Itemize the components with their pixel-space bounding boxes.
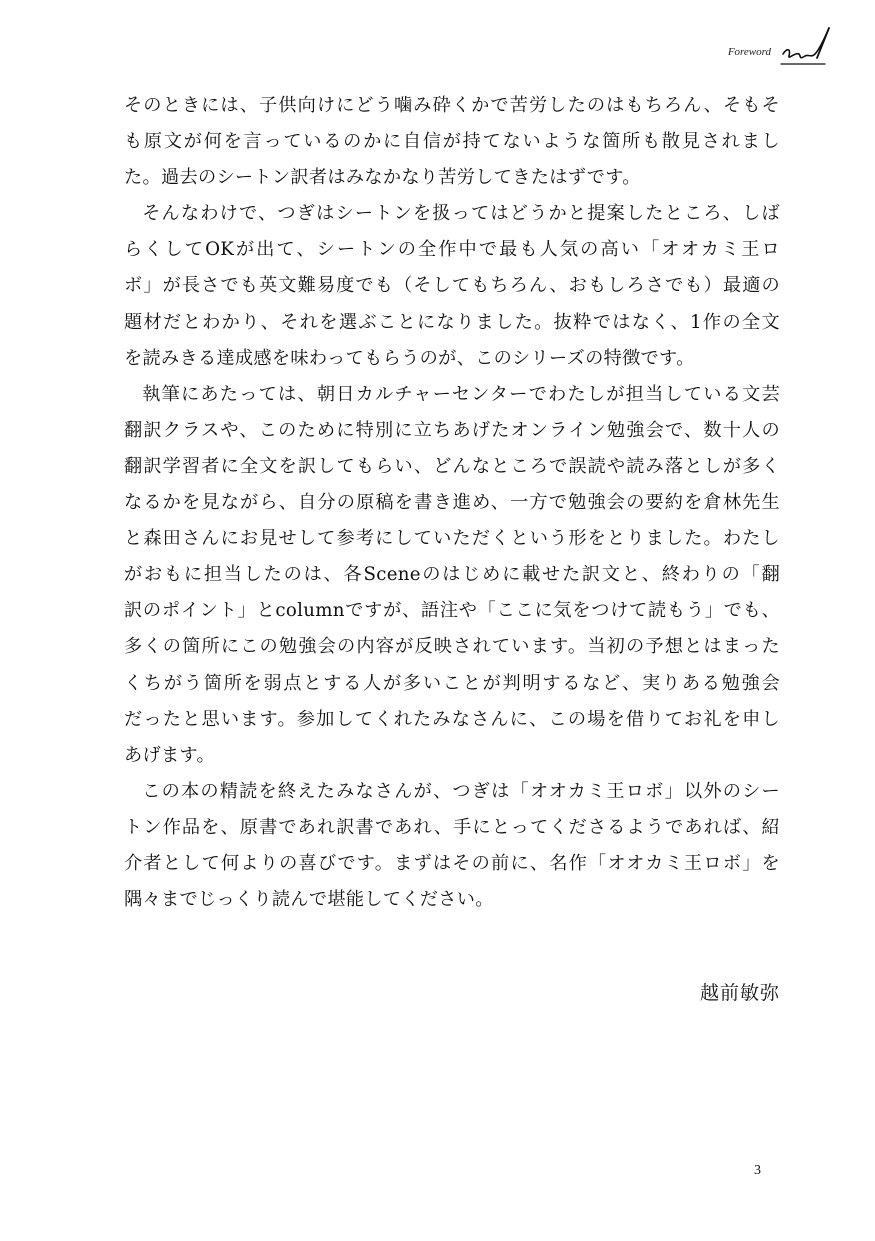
text-line: 多くの箇所にこの勉強会の内容が反映されています。当初の予想とはまった [124, 636, 780, 658]
text-line: 隅々までじっくり読んで堪能してください。 [124, 889, 494, 911]
paragraph [124, 774, 780, 918]
text-line: と森田さんにお見せして参考にしていただくという形をとりました。わたし [124, 528, 780, 550]
text-line: がおもに担当したのは、各Sceneのはじめに載せた訳文と、終わりの「翻 [124, 564, 780, 586]
text-line: も原文が何を言っているのかに自信が持てないような箇所も散見されまし [124, 131, 780, 153]
text-line: た。過去のシートン訳者はみなかなり苦労してきたはずです。 [124, 167, 641, 189]
text-line: あげます。 [124, 744, 215, 766]
header-label: Foreword [727, 46, 771, 58]
author-signature: 越前敏弥 [699, 982, 780, 1004]
text-line: くちがう箇所を弱点とする人が多いことが判明するなど、実りある勉強会 [124, 672, 780, 694]
text-line: 翻訳クラスや、このために特別に立ちあげたオンライン勉強会で、数十人の [124, 419, 780, 441]
text-line: 執筆にあたっては、朝日カルチャーセンターでわたしが担当している文芸 [142, 383, 780, 405]
text-line: らくしてOKが出て、シートンの全作中で最も人気の高い「オオカミ王ロ [124, 239, 780, 261]
text-line: トン作品を、原書であれ訳書であれ、手にとってくださるようであれば、紹 [124, 816, 780, 838]
running-header [728, 24, 835, 68]
text-line: 題材だとわかり、それを選ぶことになりました。抜粋ではなく、1作の全文 [124, 311, 780, 333]
text-line: 介者として何よりの喜びです。まずはその前に、名作「オオカミ王ロボ」を [124, 852, 780, 874]
pen-icon [779, 24, 835, 68]
paragraph [124, 88, 780, 196]
paragraph [124, 196, 780, 376]
text-line: そんなわけで、つぎはシートンを扱ってはどうかと提案したところ、しば [142, 203, 780, 225]
text-line: だったと思います。参加してくれたみなさんに、この場を借りてお礼を申し [124, 708, 780, 730]
text-line: なるかを見ながら、自分の原稿を書き進め、一方で勉強会の要約を倉林先生 [124, 492, 780, 514]
text-line: を読みきる達成感を味わってもらうのが、このシリーズの特徴です。 [124, 347, 695, 369]
text-line: 翻訳学習者に全文を訳してもらい、どんなところで誤読や読み落としが多く [124, 455, 780, 477]
text-line: そのときには、子供向けにどう噛み砕くかで苦労したのはもちろん、そもそ [124, 95, 780, 116]
foreword-body [124, 88, 780, 918]
text-line: 訳のポイント」とcolumnですが、語注や「ここに気をつけて読もう」でも、 [124, 600, 780, 622]
paragraph [124, 377, 780, 774]
text-line: ボ」が長さでも英文難易度でも（そしてもちろん、おもしろさでも）最適の [124, 275, 780, 297]
page-number: 3 [754, 1163, 761, 1178]
text-line: この本の精読を終えたみなさんが、つぎは「オオカミ王ロボ」以外のシー [142, 780, 780, 802]
